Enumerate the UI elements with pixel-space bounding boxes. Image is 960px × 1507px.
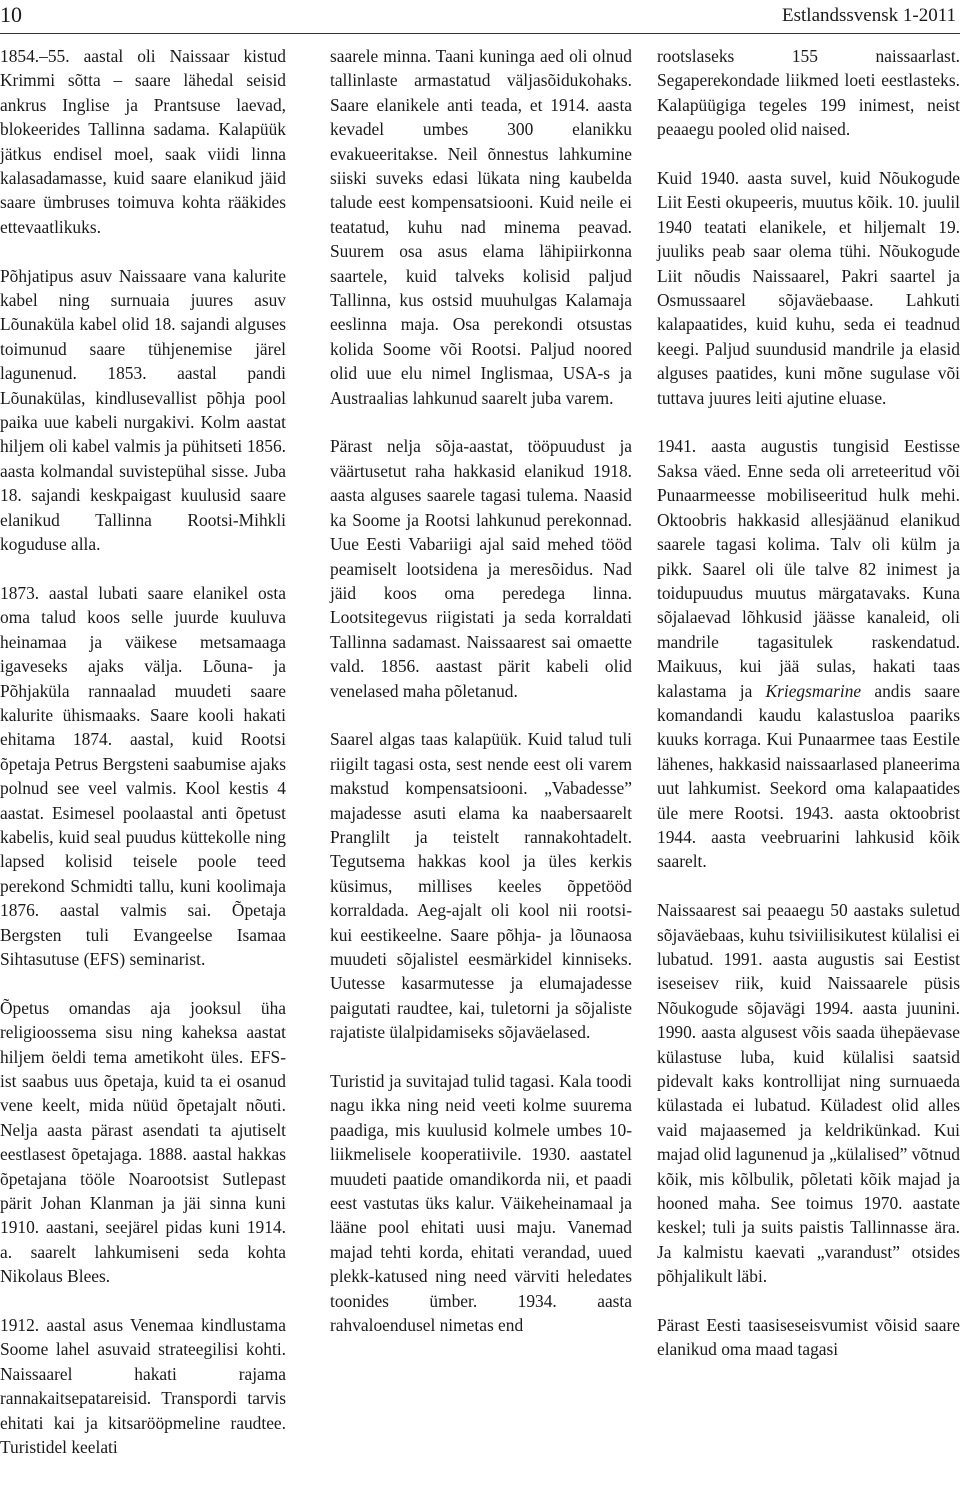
paragraph: Kuid 1940. aasta suvel, kuid Nõukogude Liit Eesti okupeeris, muutus kõik. 10. juulil 1940 teatati elanikele, et hiljemalt 19. juuliks peab saar olema tühi. Nõukogude Liit nõudis Naissaarel, Pakri saartel ja Osmussaarel sõjaväebaase. Lahkuti kalapaatides, kuid kuhu, seda ei teadnud keegi. Paljud suundusid mandrile ja elasid alguses paatides, kuni mõne sugulase või tuttava juures leiti ajutine eluase.	[657, 168, 960, 408]
text-column-2	[330, 44, 632, 1337]
paragraph: 1912. aastal asus Venemaa kindlustama Soome lahel asuvaid strateegilisi kohti. Naissaarel hakati rajama rannakaitsepatareisid. Transpordi tarvis ehitati kai ja kitsarööpmeline raudtee. Turistidel keelati	[0, 1315, 286, 1458]
paragraph: Pärast nelja sõja-aastat, tööpuudust ja väärtusetut raha hakkasid elanikud 1918. aasta alguses saarele tagasi tulema. Naasid ka Soome ja Rootsi lahkunud perekonnad. Uue Eesti Vabariigi ajal said mehed tööd peamiselt lootsidena ja meresõidus. Nad jäid koos oma peredega linna. Lootsitegevus riigistati ja seda korraldati Tallinna sadamast. Naissaarest sai omaette vald. 1856. aastast pärit kabeli olid venelased maha põletanud.	[330, 436, 632, 701]
paragraph: Pärast Eesti taasiseseisvumist võisid saare elanikud oma maad tagasi	[657, 1315, 960, 1360]
paragraph: Turistid ja suvitajad tulid tagasi. Kala toodi nagu ikka ning neid veeti kolme suurema paadiga, mis kuulusid kolmele umbes 10-liikmelisele kooperatiivile. 1930. aastatel muudeti paatide omandikorda nii, et paadi eest vastutas üks kalur. Väikeheinamaal ja lääne pool ehitati uusi maju. Vanemad majad tehti korda, ehitati verandad, uued plekk-katused ning need värviti heledates toonides ümber. 1934. aasta rahvaloendusel nimetas end	[330, 1071, 632, 1336]
paragraph: 1854.–55. aastal oli Naissaar kistud Krimmi sõtta – saare lähedal seisid ankrus Inglise ja Prantsuse laevad, blokeerides Tallinna sadama. Kalapüük jätkus endisel moel, saak viidi linna kalasadamasse, kuid saare elanikud jäid saare ümbruses toimuva kohta rääkides ettevaatlikuks.	[0, 46, 286, 237]
header-rule	[0, 33, 960, 34]
paragraph: 1873. aastal lubati saare elanikel osta oma talud koos selle juurde kuuluva heinamaa ja väikese metsamaaga igaveseks ajaks välja. Lõuna- ja Põhjaküla rannaalad muudeti saare kalurite ühismaaks. Saare kooli hakati ehitama 1874. aastal, kuid Rootsi õpetaja Petrus Bergsteni saabumise ajaks polnud see veel valmis. Kool kestis 4 aastat. Esimesel poolaastal anti õpetust kabelis, kuid seal puudus küttekolle ning lapsed kolisid teisele poole teed perekond Schmidti tallu, kuni koolimaja 1876. aastal valmis sai. Õpetaja Bergsten tuli Evangeelse Isamaa Sihtasutuse (EFS) seminarist.	[0, 582, 286, 969]
page-header	[0, 0, 960, 36]
page-number: 10	[0, 2, 22, 27]
paragraph: Põhjatipus asuv Naissaare vana kalurite kabel ning surnuaia juures asuv Lõunaküla kabel olid 18. sajandi alguses toimunud saare tühjenemise järel lagunenud. 1853. aastal pandi Lõunakülas, kindlusevallist põhja pool paika uue kabeli nurgakivi. Kolm aastat hiljem oli kabel valmis ja pühitseti 1856. aasta kolmandal suvistepühal sisse. Juba 18. sajandi keskpaigast kuulusid saare elanikud Tallinna Rootsi-Mihkli koguduse alla.	[0, 265, 286, 555]
paragraph: saarele minna. Taani kuninga aed oli olnud tallinlaste armastatud väljasõidukohaks. Saare elanikele anti teada, et 1914. aasta kevadel umbes 300 elanikku evakueeritakse. Neil õnnestus lahkumine siiski suveks edasi lükata ning kaubelda talude eest kompensatsiooni. Kuid neile ei teatatud, kuhu nad minema peavad. Suurem osa asus elama lähipiirkonna saartele, kuid talveks kolisid paljud Tallinna, kus ostsid muuhulgas Kalamaja eeslinna maja. Osa perekondi otsustas kolida Soome või Rootsi. Paljud noored olid uue elu nimel Inglismaa, USA-s ja Austraalias lahkunud saarelt juba varem.	[330, 46, 632, 408]
paragraph: Õpetus omandas aja jooksul üha religioossema sisu ning kaheksa aastat hiljem öeldi tema ametikoht üles. EFS-ist saabus uus õpetaja, kuid ta ei osanud vene keelt, mida nüüd õpetajalt nõuti. Nelja aasta pärast asendati ta ajutiselt eestlasest õpetajaga. 1888. aastal hakkas õpetajana tööle Noarootsist Sutlepast pärit Johan Klanman ja jäi sinna kuni 1910. aastani, seejärel pidas kuni 1914. a. saarelt lahkumiseni seda kohta Nikolaus Blees.	[0, 997, 286, 1287]
text-column-3	[657, 44, 960, 1362]
paragraph: Naissaarest sai peaaegu 50 aastaks suletud sõjaväebaas, kuhu tsiviilisikutest külalisi ei lubatud. 1991. aasta augustis sai Eestist iseseisev riik, kuid Naissaarele püsis Nõukogude sõjavägi 1994. aasta juunini. 1990. aasta algusest võis saada ühepäevase külastuse luba, kuid külalisi saatsid pidevalt kaks kontrollijat ning surnuaeda külastada ei lubatud. Küladest olid alles vaid majaasemed ja keldrikünkad. Kui majad olid lagunenud ja „külalised” võtnud kõik, mis kõlbulik, põletati kõik majad ja hooned maha. See toimus 1970. aastate keskel; tuli ja suits paistis Tallinnasse ära. Ja kalmistu kaevati „varandust” otsides põhjalikult läbi.	[657, 900, 960, 1287]
text-column-1	[0, 44, 286, 1460]
paragraph: rootslaseks 155 naissaarlast. Segaperekondade liikmed loeti eestlasteks. Kalapüügiga tegeles 199 inimest, neist peaaegu pooled olid naised.	[657, 46, 960, 140]
paragraph: Saarel algas taas kalapüük. Kuid talud tuli riigilt tagasi osta, sest nende eest oli varem makstud kompensatsiooni. „Vabadesse” majadesse asuti elama ka naabersaarelt Pranglilt ja teistelt rannakohtadelt. Tegutsema hakkas kool ja üles kerkis küsimus, millises keeles õppetööd korraldada. Aeg-ajalt oli kool nii rootsi- kui eestikeelne. Saare põhja- ja lõunaosa muudeti sõjalistel eesmärkidel kinniseks. Uutesse kasarmutesse ja elumajadesse paigutati raudtee, kai, tuletorni ja sõjaliste rajatiste ülalpidamiseks sõjaväelased.	[330, 729, 632, 1043]
running-title: Estlandssvensk 1-2011	[782, 5, 956, 26]
paragraph: 1941. aasta augustis tungisid Eestisse Saksa väed. Enne seda oli arreteeritud või Punaarmeesse mobiliseeritud hulk mehi. Oktoobris hakkasid allesjäänud elanikud saarele tagasi kolima. Talv oli külm ja pikk. Saarel oli üle talve 82 inimest ja toidupuudus muutus märgatavaks. Kuna sõjalaevad lõhkusid jäässe kanaleid, oli mandrile tagasitulek raskendatud. Maikuus, kui jää sulas, hakati taas kalastama ja Kriegsmarine andis saare komandandi kaudu kalastusloa paariks kuuks korraga. Kui Punaarmee taas Eestile lähenes, hakkasid naissaarlased planeerima uut lahkumist. Seekord oma kalapaatides üle mere Rootsi. 1943. aasta oktoobrist 1944. aasta veebruarini lahkusid kõik saarelt.	[657, 436, 960, 872]
